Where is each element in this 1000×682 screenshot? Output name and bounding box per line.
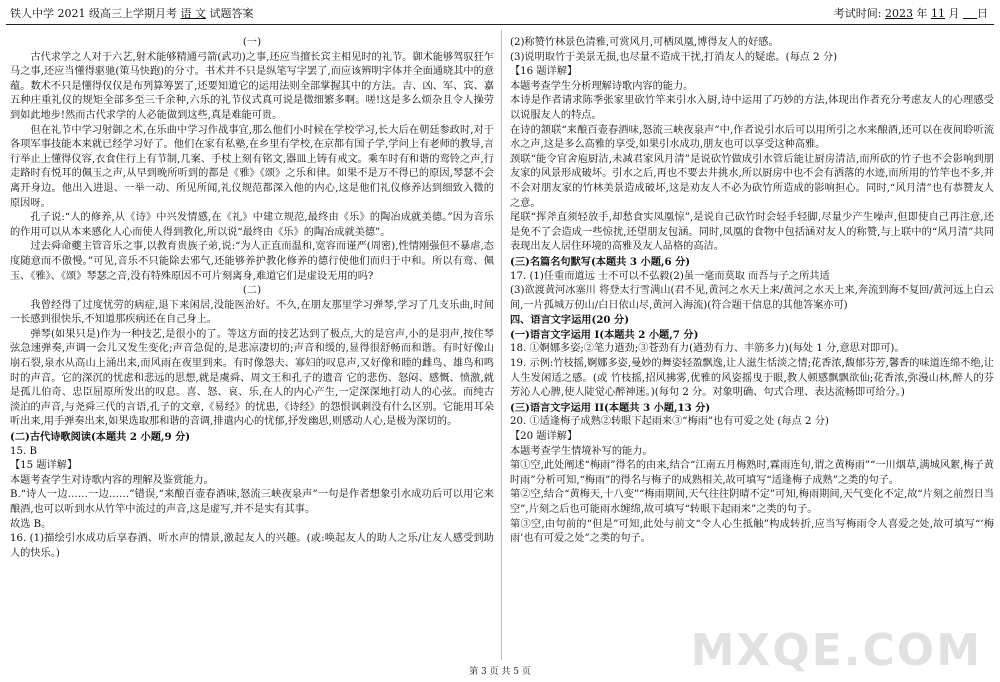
- right-column-paragraph: 本诗是作者请求陈季张家里砍竹竿来引水入厨,诗中运用了巧妙的方法,体现出作者充分考虑友人的心理感受以说服友人的特点。: [510, 95, 994, 121]
- right-column-paragraph: 本题考查学生分析理解诗歌内容的能力。: [510, 80, 694, 92]
- header-exam-time: [834, 4, 988, 24]
- watermark-logo: MXQE.COM: [690, 625, 982, 676]
- right-column-paragraph: 17. (1)任重而道远 士不可以不弘毅(2)虽一毫而莫取 而吾与子之所共适: [510, 270, 830, 282]
- right-column-paragraph: 在诗的颔联“来酿百壶春酒味,怒流三峡夜泉声”中,作者说引水后可以用所引之水来酿酒,还可以在夜间聆听流水之声,这是多么高雅的享受,如果引水成功,朋友也可以享受这种高雅。: [510, 124, 994, 151]
- right-column-paragraph: 第③空,由句前的“但是”可知,此处与前文“令人心生抵触”构成转折,应当写梅雨令人喜爱之处,故可填写“‘梅雨’也有可爱之处”之类的句子。: [510, 518, 994, 545]
- header-school: 铁人中学 2021 级高三上学期月考: [10, 7, 177, 20]
- right-column-paragraph: 尾联“挥斧直须轻放手,却愁食实凤凰惊”,是说自己砍竹时会轻手轻脚,尽量少产生噪声,但即使自己再注意,还是免不了会造成一些惊扰,还望朋友包涵。同时,凤凰的食物中包括涵对友人的称赞,与上联中的“风月清”共同表现出友人居住环境的高雅及友人品格的高洁。: [510, 212, 994, 253]
- left-column-paragraph: 弹琴(如果只是)作为一种技艺,是很小的了。等这方面的技艺达到了极点,大的是宫声,小的是羽声,按住琴弦急速弹奏,声调一会儿又发生变化;声音急促的,是悲凉凄切的;声音和缓的,显得很舒畅而和谐。有时好像山崩石裂,泉水从高山上涌出来,而风雨在夜里到来。有时像怨夫、寡妇的叹息声,又好像和睦的雌鸟、雄鸟和鸣时的声音。它的深沉的忧虑和悲远的思想,就是虞舜、周文王和孔子的遗音 它的悲伤、怒闷、感慨、愤激,就是孤儿伯奇、忠臣屈原所发出的叹息。喜、怒、哀、乐,在人的内心产生,一定深深地打动人的心弦。而纯古淡泊的声音,与尧舜三代的言语,孔子的文章,《易经》的忧患,《诗经》的怨恨讽刺没有什么区别。它能用耳朵听出来,用手弹奏出来,如果选取那和谐的音调,排遣内心的忧郁,抒发幽思,则感动人心,是极为深切的。: [10, 328, 494, 428]
- header-subject: 语 文: [180, 7, 206, 20]
- right-column-paragraph: 20. ①适逢梅子成熟②转眼下起雨来③“梅雨”也有可爱之处 (每点 2 分): [510, 416, 829, 428]
- left-column-paragraph: 古代求学之人对于六艺,射术能够精通弓箭(武功)之事,还应当擅长宾主相见时的礼节。御术能够驾驭狂乍马之事,还应当懂得驱驰(策马快跑)的分寸。书术并不只是纵笔写字罢了,而应该辨明字体并全面通晓其中的意蕴。数术不只是懂得仅仅是布列算筹罢了,还要知道它的运用法则全部掌握其中的方法。吉、凶、军、宾、嘉五种庄重礼仪的规矩全部多至三千余种,六乐的礼节仪式真可说是微细繁多啊。嗟!这是多么烦杂且令人操劳到如此地步!然而古代求学的人必能做到这些,真是难能可贵。: [10, 51, 494, 121]
- left-column-paragraph: 本题考查学生对诗歌内容的理解及鉴赏能力。: [10, 474, 214, 486]
- left-column-paragraph: 过去舜命夔主管音乐之事,以教育贵族子弟,说:“为人正直而温和,宽容而谨严(周密),性情刚强但不暴虐,态度随意而不傲慢。”可见,音乐不只能除去邪气,还能够养护教化修养的德行使他们而归于中和。所以有鸾、佩玉、《雅》、《颂》琴瑟之音,没有特殊原因不可片刻离身,难道它们是虚设无用的吗?: [10, 241, 494, 282]
- right-column-paragraph: 【16 题详解】: [510, 66, 578, 78]
- left-column-paragraph: 【15 题详解】: [10, 460, 78, 472]
- page-footer: 第 3 页 共 5 页: [469, 667, 531, 677]
- right-column-paragraph: 四、语言文字运用(20 分): [510, 314, 630, 327]
- left-column-paragraph: (一): [242, 37, 262, 48]
- left-column-paragraph: 16. (1)描绘引水成功后享春酒、听水声的情景,激起友人的兴趣。(或:唤起友人的助人之乐/让友人感受到助人的快乐。): [10, 533, 494, 559]
- exam-time-label: 考试时间:: [833, 7, 882, 20]
- left-column-paragraph: 但在礼节中学习射御之术,在乐曲中学习作战事宜,那么他们小时候在学校学习,长大后在朝廷参政时,对于各项军事技能本来就已经学习好了。他们在家有私塾,在乡里有学校,在京都有国子学,学问上有老师的教导,言行举止上懂得仪容,衣食住行上有节制,几案、手杖上刻有铭文,器皿上铸有戒文。乘车时有和谐的鸾铃之声,行走路时有悦耳的佩玉之声,从早到晚所听到的都是《雅》《颂》之乐和律。如果不是万不得已的原因,琴瑟不会离开身边。他出入进退、一举一动、所见所闻,礼仪规范都深入他的内心,这是他们礼仪修养达到细致入微的原因呀。: [10, 124, 494, 209]
- right-column-paragraph: 第①空,此处阐述“梅雨”得名的由来,结合“江南五月梅熟时,霖雨连旬,谓之黄梅雨”“一川烟草,满城风絮,梅子黄时雨”分析可知,“梅雨”的得名与梅子的成熟相关,故可填写“适逢梅子成熟”之类的句子。: [510, 460, 994, 486]
- right-column-paragraph: (2)称赞竹林景色清雅,可赏风月,可栖凤凰,博得友人的好感。: [510, 37, 779, 48]
- right-column-paragraph: 第②空,结合“黄梅天,十八变”“梅雨期间,天气往往阴晴不定”可知,梅雨期间,天气变化不定,故“片刻之前烈日当空”,片刻之后也可能雨水缠绵,故可填写“转眼下起雨来”之类的句子。: [510, 489, 994, 515]
- right-column-paragraph: (三)名篇名句默写(本题共 3 小题,6 分): [510, 255, 691, 268]
- month-unit: 月: [948, 7, 960, 20]
- exam-day-blank: [963, 7, 977, 20]
- column-divider: [501, 30, 502, 660]
- right-column-paragraph: 【20 题详解】: [510, 431, 578, 443]
- year-unit: 年: [916, 7, 928, 20]
- right-column-paragraph: (3)说明取竹于美景无损,也尽量不造成干扰,打消友人的疑虑。(每点 2 分): [510, 51, 838, 63]
- left-column-paragraph: 故选 B。: [10, 518, 52, 530]
- left-column-paragraph: (二)古代诗歌阅读(本题共 2 小题,9 分): [10, 431, 191, 444]
- right-column-paragraph: 19. 示例:竹枝摇,婀娜多姿,曼妙的舞姿轻盈飘逸,让人滋生恬淡之情;花香浓,馥郁芬芳,馨香的味道连绵不绝,让人生发闲适之感。(或 竹枝摇,招风拂雾,优雅的风姿摇曳于眼,教人顿感飘飘欲仙;花香浓,弥漫山林,醉人的芬芳沁人心脾,使人陡觉心醉神迷。)(每句 2 分。对象明确、句式合理、表达流畅即可给分。): [510, 358, 994, 399]
- header-suffix: 试题答案: [209, 7, 254, 20]
- header-title: [10, 4, 254, 24]
- exam-year: 2023: [885, 7, 913, 20]
- exam-month: 11: [931, 7, 945, 20]
- page-header: [6, 4, 994, 25]
- day-unit: 日: [977, 7, 988, 20]
- left-column-paragraph: (二): [242, 285, 262, 297]
- right-column: [510, 36, 994, 547]
- left-column: [10, 36, 494, 561]
- left-column-paragraph: 15. B: [10, 445, 37, 457]
- left-column-paragraph: 我曾经得了过度忧劳的病症,退下来闲居,没能医治好。不久,在朋友那里学习弹琴,学习了几支乐曲,时间一长感到很快乐,不知道那疾病还在自己身上。: [10, 299, 494, 326]
- right-column-paragraph: (三)语言文字运用 II(本题共 3 小题,13 分): [510, 401, 711, 414]
- right-column-paragraph: (3)欲渡黄河冰塞川 将登太行雪满山(君不见,黄河之水天上来/黄河之水天上来,奔流到海不复回/黄河远上白云间,一片孤城万仞山/白日依山尽,黄河入海流)(符合题干信息的其他答案亦可): [510, 285, 994, 311]
- left-column-paragraph: 孔子说:“人的修养,从《诗》中兴发情感,在《礼》中建立规范,最终由《乐》的陶冶成就美德。”因为音乐的作用可以从本来感化人心而使人得到教化,所以说“最终由《乐》的陶冶成就美德”。: [10, 212, 494, 238]
- right-column-paragraph: 本题考查学生情境补写的能力。: [510, 445, 653, 457]
- right-column-paragraph: (一)语言文字运用 I(本题共 2 小题,7 分): [510, 328, 699, 341]
- left-column-paragraph: B.“诗人一边……一边……”错误,“来酿百壶春酒味,怒流三峡夜泉声”一句是作者想象引水成功后可以用它来酿酒,也可以听到水从竹竿中流过的声音,这是虚写,并不是实有其事。: [10, 489, 494, 515]
- right-column-paragraph: 18. ①婀娜多姿;②笔力遒劲;③苍劲有力(遒劲有力、丰筋多力)(每处 1 分,意思对即可)。: [510, 343, 905, 355]
- right-column-paragraph: 颈联“能令官舍庖厨洁,未减君家风月清”是说砍竹做成引水管后能让厨房清洁,而所砍的竹子也不会影响到朋友家的风景形成破坏。引水之后,再也不要去井挑水,所以厨房中也不会有洒落的水迹,而所用的竹竿也不多,并不会对朋友家的竹林美景造成破坏,这是劝友人不必为砍竹所造成的影响担心。同时,“风月清”也有恭赞友人之意。: [510, 153, 994, 209]
